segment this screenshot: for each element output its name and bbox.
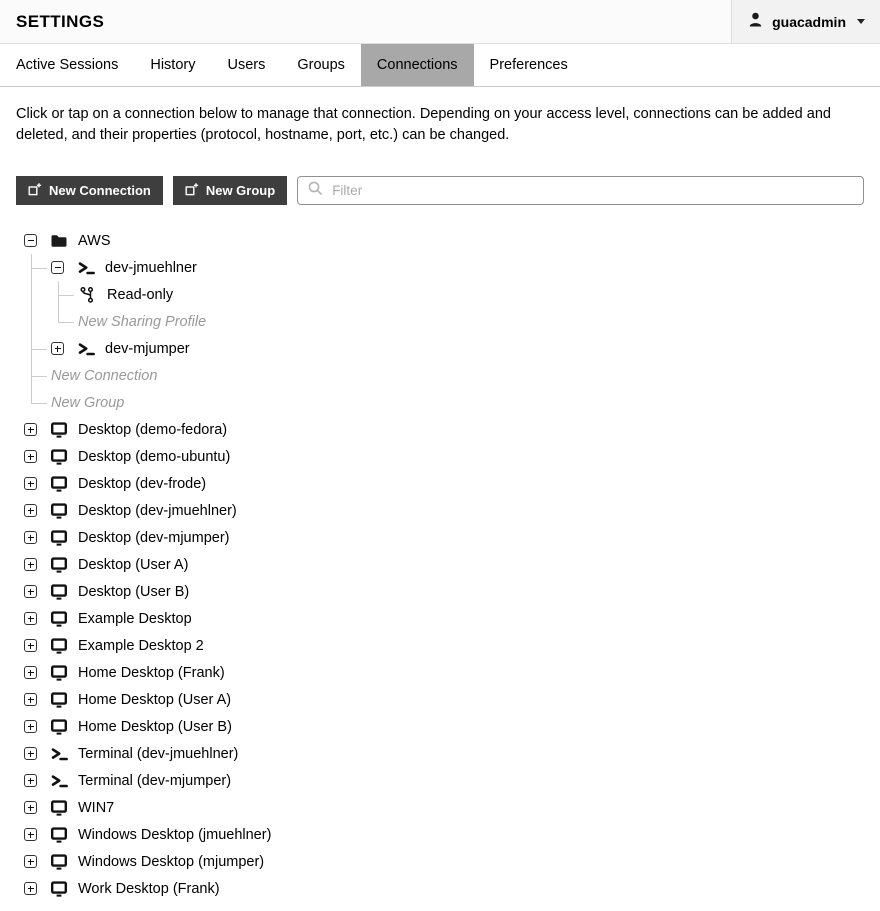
tree-item-label: New Connection	[51, 367, 158, 384]
expand-icon[interactable]	[24, 693, 37, 706]
tree-item[interactable]	[24, 443, 864, 470]
tab-groups[interactable]: Groups	[297, 57, 345, 73]
expand-icon[interactable]	[24, 720, 37, 733]
tree-item[interactable]	[24, 821, 864, 848]
user-menu-button[interactable]	[731, 0, 880, 43]
tree-item[interactable]	[24, 794, 864, 821]
terminal-icon	[76, 259, 96, 277]
tree-children	[24, 254, 864, 416]
new-item-icon	[28, 182, 42, 199]
collapse-icon[interactable]	[24, 234, 37, 247]
terminal-icon	[49, 745, 69, 763]
monitor-icon	[49, 799, 69, 817]
tree-item[interactable]	[78, 281, 864, 308]
collapse-icon[interactable]	[51, 261, 64, 274]
tree-placeholder-item[interactable]	[51, 389, 864, 416]
tree-placeholder-item[interactable]	[78, 308, 864, 335]
tree-item-label: dev-mjumper	[105, 340, 190, 357]
tree-item-label: Desktop (dev-jmuehlner)	[78, 502, 237, 519]
tree-item[interactable]	[24, 416, 864, 443]
tree-item[interactable]	[24, 497, 864, 524]
tree-item-label: Read-only	[107, 286, 174, 303]
expand-icon[interactable]	[24, 558, 37, 571]
fork-icon	[78, 286, 98, 304]
expand-icon[interactable]	[24, 666, 37, 679]
folder-icon	[49, 232, 69, 250]
new-group-label: New Group	[205, 183, 276, 198]
expand-icon[interactable]	[24, 855, 37, 868]
monitor-icon	[49, 421, 69, 439]
filter-field	[297, 176, 864, 205]
expand-icon[interactable]	[24, 801, 37, 814]
tree-item[interactable]	[24, 632, 864, 659]
tree-item-label: Windows Desktop (mjumper)	[78, 853, 265, 870]
tree-item[interactable]	[24, 740, 864, 767]
tree-item-label: Desktop (demo-fedora)	[78, 421, 228, 438]
tree-item[interactable]	[24, 875, 864, 902]
connections-page	[0, 104, 880, 902]
expand-icon[interactable]	[24, 531, 37, 544]
tree-item-label: Home Desktop (User B)	[78, 718, 232, 735]
expand-icon[interactable]	[24, 828, 37, 841]
tree-item-label: Terminal (dev-mjumper)	[78, 772, 232, 789]
action-bar	[16, 176, 864, 205]
terminal-icon	[49, 772, 69, 790]
tree-item-label: Desktop (User B)	[78, 583, 190, 600]
expand-icon[interactable]	[24, 612, 37, 625]
new-item-icon	[185, 182, 199, 199]
new-connection-label: New Connection	[49, 183, 151, 198]
expand-icon[interactable]	[24, 882, 37, 895]
page-description: Click or tap on a connection below to manage that connection. Depending on your access level, connections can be added and deleted, and their properties (protocol, hostname, port, etc.) can be changed.	[16, 106, 831, 143]
tree-item-label: Terminal (dev-jmuehlner)	[78, 745, 239, 762]
tree-children	[51, 281, 864, 335]
tree-placeholder-item[interactable]	[51, 362, 864, 389]
settings-tab-bar	[0, 44, 880, 87]
tree-item-label: Home Desktop (Frank)	[78, 664, 225, 681]
tree-item-label: dev-jmuehlner	[105, 259, 197, 276]
tree-item[interactable]	[24, 470, 864, 497]
tree-item[interactable]	[24, 605, 864, 632]
expand-icon[interactable]	[24, 585, 37, 598]
search-icon	[307, 180, 323, 201]
tab-connections[interactable]: Connections	[361, 44, 474, 86]
tree-item-label: Windows Desktop (jmuehlner)	[78, 826, 272, 843]
tree-item[interactable]	[24, 713, 864, 740]
expand-icon[interactable]	[24, 450, 37, 463]
page-title: SETTINGS	[16, 11, 105, 31]
tree-item-label: Work Desktop (Frank)	[78, 880, 220, 897]
monitor-icon	[49, 502, 69, 520]
tree-item-label: Home Desktop (User A)	[78, 691, 232, 708]
tree-item-label: New Group	[51, 394, 125, 411]
tree-item[interactable]	[24, 578, 864, 605]
monitor-icon	[49, 529, 69, 547]
tree-item[interactable]	[24, 767, 864, 794]
tree-item[interactable]	[24, 686, 864, 713]
tree-item-label: Example Desktop 2	[78, 637, 204, 654]
tree-item-label: Desktop (User A)	[78, 556, 189, 573]
tab-history[interactable]: History	[150, 57, 196, 73]
monitor-icon	[49, 718, 69, 736]
monitor-icon	[49, 826, 69, 844]
connection-tree	[16, 227, 864, 902]
tab-users[interactable]: Users	[227, 57, 266, 73]
monitor-icon	[49, 475, 69, 493]
monitor-icon	[49, 691, 69, 709]
tree-item-label: WIN7	[78, 799, 115, 816]
expand-icon[interactable]	[24, 423, 37, 436]
tree-item-label: Desktop (demo-ubuntu)	[78, 448, 231, 465]
tree-item[interactable]	[24, 227, 864, 254]
tree-item-label: Desktop (dev-frode)	[78, 475, 207, 492]
tree-item[interactable]	[24, 659, 864, 686]
expand-icon[interactable]	[51, 342, 64, 355]
tree-item[interactable]	[51, 335, 864, 362]
tree-item-label: Example Desktop	[78, 610, 192, 627]
new-group-button[interactable]	[173, 176, 287, 205]
monitor-icon	[49, 556, 69, 574]
monitor-icon	[49, 610, 69, 628]
tree-item[interactable]	[51, 254, 864, 281]
monitor-icon	[49, 664, 69, 682]
app-header	[0, 0, 880, 44]
user-icon	[747, 11, 764, 33]
monitor-icon	[49, 448, 69, 466]
tab-active-sessions[interactable]: Active Sessions	[16, 57, 119, 73]
expand-icon[interactable]	[24, 639, 37, 652]
monitor-icon	[49, 880, 69, 898]
monitor-icon	[49, 637, 69, 655]
expand-icon[interactable]	[24, 477, 37, 490]
chevron-down-icon	[857, 19, 865, 24]
monitor-icon	[49, 853, 69, 871]
user-name: guacadmin	[772, 13, 846, 30]
tab-preferences[interactable]: Preferences	[489, 57, 568, 73]
tree-item[interactable]	[24, 551, 864, 578]
expand-icon[interactable]	[24, 504, 37, 517]
new-connection-button[interactable]	[16, 176, 163, 205]
expand-icon[interactable]	[24, 747, 37, 760]
expand-icon[interactable]	[24, 774, 37, 787]
tree-item-label: AWS	[78, 232, 111, 249]
tree-item-label: New Sharing Profile	[78, 313, 207, 330]
tree-item-label: Desktop (dev-mjumper)	[78, 529, 230, 546]
tree-item[interactable]	[24, 848, 864, 875]
tree-item[interactable]	[24, 524, 864, 551]
filter-input[interactable]	[330, 182, 854, 199]
monitor-icon	[49, 583, 69, 601]
terminal-icon	[76, 340, 96, 358]
